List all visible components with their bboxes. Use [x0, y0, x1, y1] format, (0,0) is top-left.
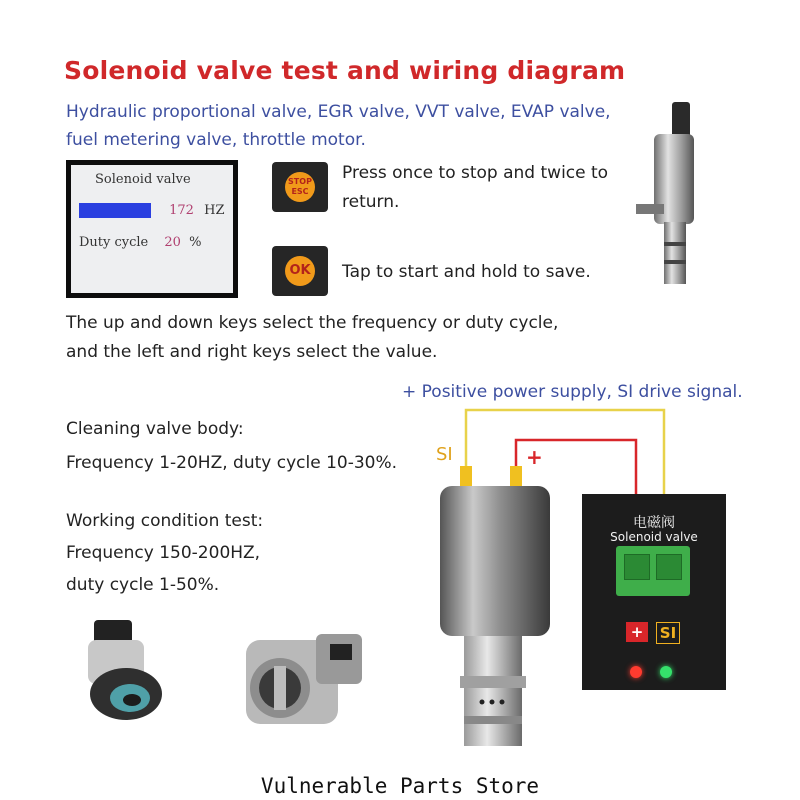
terminal-si-slot [656, 554, 682, 580]
plus-wire-label: + [526, 445, 543, 469]
lcd-frequency-unit: HZ [204, 203, 225, 218]
lcd-duty-row [79, 235, 201, 250]
red-led-indicator [630, 666, 642, 678]
lcd-duty-value: 20 [164, 235, 181, 250]
cleaning-heading: Cleaning valve body: [66, 419, 244, 439]
si-badge: SI [656, 622, 680, 644]
panel-chinese-label: 电磁阀 [633, 515, 675, 531]
lcd-frequency-value: 172 [169, 203, 194, 218]
stop-esc-description: Press once to stop and twice to return. [342, 163, 609, 212]
working-duty-cycle: duty cycle 1-50%. [66, 575, 220, 595]
si-wire-label: SI [436, 444, 453, 465]
terminal-block [616, 546, 690, 596]
terminal-plus-slot [624, 554, 650, 580]
lcd-frequency-highlight [79, 203, 151, 218]
working-frequency: Frequency 150-200HZ, [66, 543, 261, 563]
navigation-instructions: The up and down keys select the frequency or duty cycle, and the left and right keys select the value. [66, 313, 559, 362]
lcd-frequency-row [79, 203, 224, 218]
stop-esc-key [272, 162, 328, 212]
ok-key [272, 246, 328, 296]
page-title: Solenoid valve test and wiring diagram [64, 56, 626, 85]
stop-key-label: STOP [288, 177, 312, 186]
lcd-duty-unit: % [189, 235, 202, 250]
plus-badge: + [626, 622, 648, 642]
lcd-title: Solenoid valve [95, 172, 191, 187]
tester-panel [582, 494, 726, 690]
ok-description: Tap to start and hold to save. [342, 262, 591, 282]
lcd-display [71, 165, 233, 293]
green-led-indicator [660, 666, 672, 678]
panel-english-label: Solenoid valve [610, 530, 698, 544]
ok-key-face: OK [285, 256, 315, 286]
store-watermark: Vulnerable Parts Store [260, 774, 540, 798]
lcd-duty-label: Duty cycle [79, 235, 149, 250]
lcd-screen [66, 160, 238, 298]
vvt-valve-image [630, 94, 710, 294]
wiring-caption: + Positive power supply, SI drive signal. [402, 382, 743, 402]
cleaning-detail: Frequency 1-20HZ, duty cycle 10-30%. [66, 453, 398, 473]
throttle-body-image [230, 628, 370, 732]
working-heading: Working condition test: [66, 511, 264, 531]
stop-esc-key-face [285, 172, 315, 202]
valve-types-subtitle: Hydraulic proportional valve, EGR valve, VVT valve, EVAP valve, fuel metering valve, throttle motor. [66, 102, 611, 150]
esc-key-label: ESC [291, 187, 309, 196]
fuel-metering-valve-image [70, 616, 166, 726]
